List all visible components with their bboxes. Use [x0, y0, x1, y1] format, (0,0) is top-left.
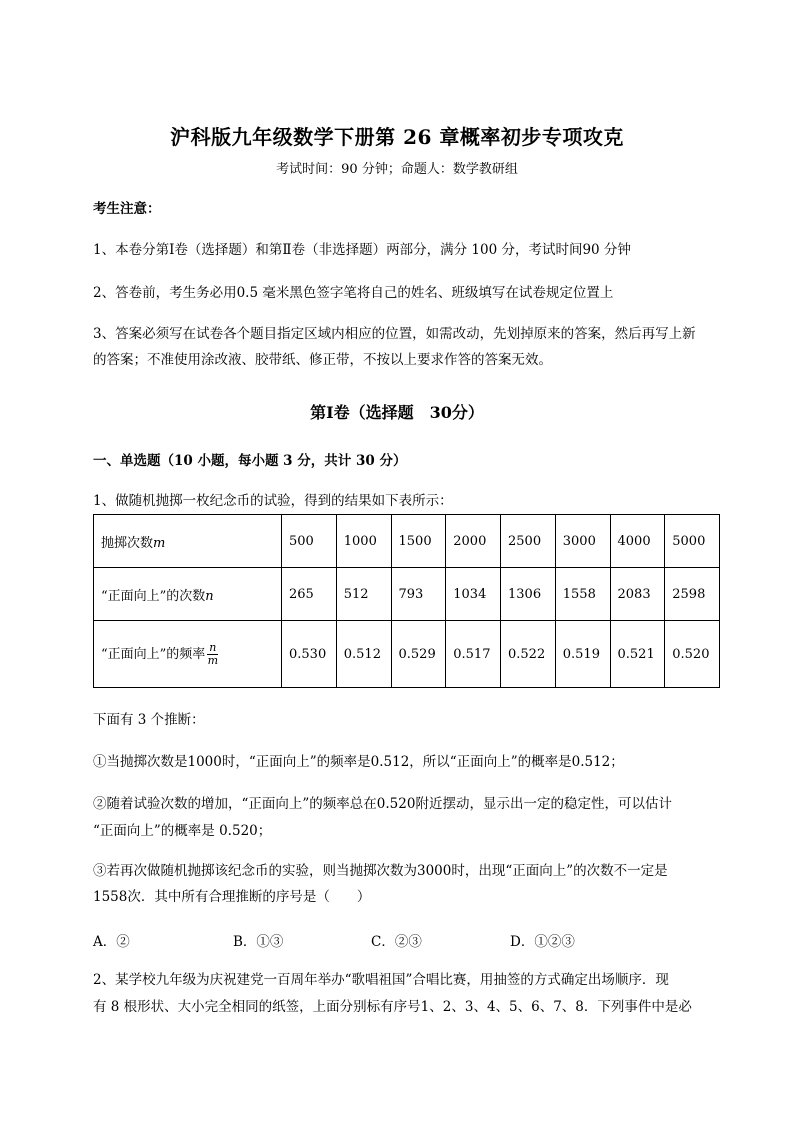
table-cell: 1306	[501, 568, 556, 621]
choice-d[interactable]: D．①②③	[510, 934, 575, 950]
page-title: 沪科版九年级数学下册第 26 章概率初步专项攻克	[170, 125, 624, 149]
table-cell: 500	[282, 515, 337, 568]
table-row	[94, 621, 720, 688]
q2-line-1: 2、某学校九年级为庆祝建党一百周年举办“歌唱祖国”合唱比赛，用抽签的方式确定出场顺序．现	[93, 972, 669, 988]
table-cell: 2000	[446, 515, 501, 568]
inferences-intro: 下面有 3 个推断：	[93, 712, 205, 728]
inference-3-line-2: 1558次．其中所有合理推断的序号是（ ）	[93, 889, 371, 905]
row-label-tosses: 抛掷次数m	[94, 515, 282, 568]
inference-3-line-1: ③若再次做随机抛掷该纪念币的实验，则当抛掷次数为3000时，出现“正面向上”的次数不一定是	[93, 863, 668, 879]
inference-2-line-2: “正面向上”的概率是 0.520；	[93, 823, 272, 839]
table-cell: 3000	[555, 515, 610, 568]
table-cell: 0.521	[610, 621, 665, 688]
table-row	[94, 515, 720, 568]
results-table	[93, 514, 720, 688]
row-label-heads-count: “正面向上”的次数n	[94, 568, 282, 621]
table-row	[94, 568, 720, 621]
notice-item-3-line-2: 的答案；不准使用涂改液、胶带纸、修正带，不按以上要求作答的答案无效。	[93, 352, 552, 368]
table-cell: 2500	[501, 515, 556, 568]
choice-a[interactable]: A．②	[93, 934, 130, 950]
table-cell: 1558	[555, 568, 610, 621]
table-cell: 2083	[610, 568, 665, 621]
table-cell: 5000	[665, 515, 720, 568]
q2-line-2: 有 8 根形状、大小完全相同的纸签，上面分别标有序号1、2、3、4、5、6、7、8．下列事件中是必	[93, 999, 692, 1015]
table-cell: 0.519	[555, 621, 610, 688]
table-cell: 1034	[446, 568, 501, 621]
inference-1: ①当抛掷次数是1000时，“正面向上”的频率是0.512，所以“正面向上”的概率是0.512；	[93, 754, 624, 770]
choice-c[interactable]: C．②③	[371, 934, 422, 950]
inference-2-line-1: ②随着试验次数的增加，“正面向上”的频率总在0.520附近摆动，显示出一定的稳定性，可以估计	[93, 796, 672, 812]
fraction-n-over-m: $\frac{n}{m}$	[207, 640, 219, 667]
table-cell: 2598	[665, 568, 720, 621]
table-cell: 0.512	[336, 621, 391, 688]
table-cell: 793	[391, 568, 446, 621]
table-cell: 0.530	[282, 621, 337, 688]
section-title: 第Ⅰ卷（选择题 30分）	[310, 403, 484, 422]
table-cell: 0.522	[501, 621, 556, 688]
notice-item-3-line-1: 3、答案必须写在试卷各个题目指定区域内相应的位置，如需改动，先划掉原来的答案，然后再写上新	[93, 326, 696, 342]
table-cell: 0.529	[391, 621, 446, 688]
table-cell: 512	[336, 568, 391, 621]
row-label-heads-frequency: “正面向上”的频率 $\frac{n}{m}$	[94, 621, 282, 688]
table-cell: 1500	[391, 515, 446, 568]
exam-subtitle: 考试时间：90 分钟；命题人：数学教研组	[276, 162, 518, 177]
table-cell: 265	[282, 568, 337, 621]
table-cell: 0.517	[446, 621, 501, 688]
part1-heading: 一、单选题（10 小题，每小题 3 分，共计 30 分）	[93, 453, 407, 469]
q1-stem: 1、做随机抛掷一枚纪念币的试验，得到的结果如下表所示：	[93, 493, 453, 509]
notice-heading: 考生注意：	[93, 201, 161, 217]
choice-b[interactable]: B．①③	[233, 934, 284, 950]
notice-item-1: 1、本卷分第Ⅰ卷（选择题）和第Ⅱ卷（非选择题）两部分，满分 100 分，考试时间90 分钟	[93, 242, 631, 258]
notice-item-2: 2、答卷前，考生务必用0.5 毫米黑色签字笔将自己的姓名、班级填写在试卷规定位置上	[93, 285, 614, 301]
table-cell: 0.520	[665, 621, 720, 688]
table-cell: 4000	[610, 515, 665, 568]
table-cell: 1000	[336, 515, 391, 568]
